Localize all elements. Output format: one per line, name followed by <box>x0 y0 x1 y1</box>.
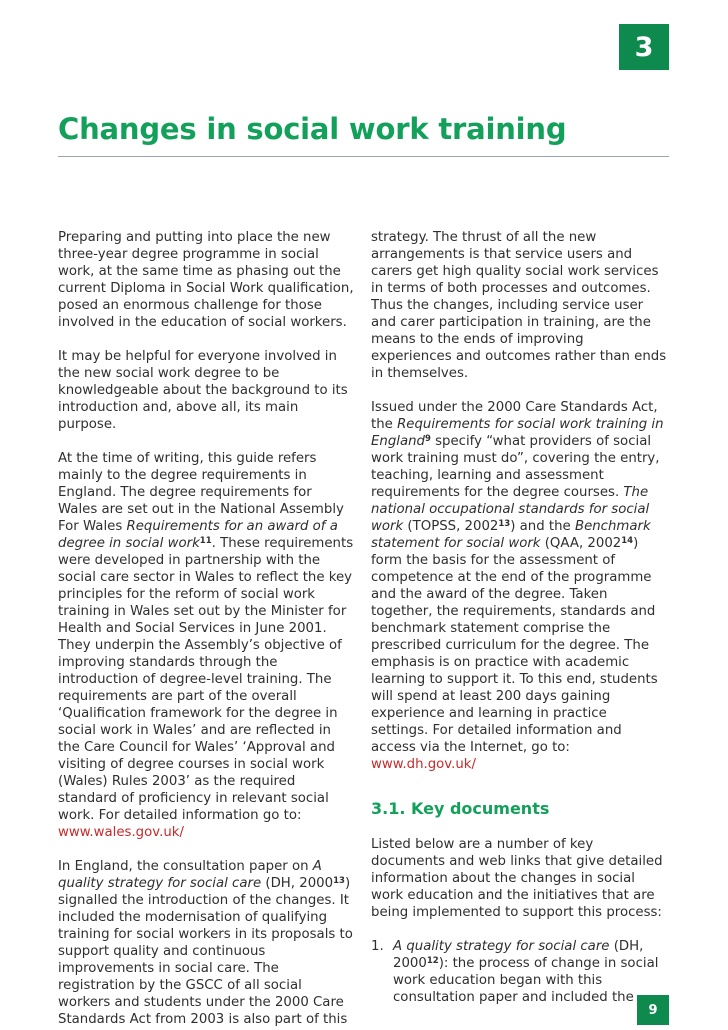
page-number: 9 <box>648 1002 658 1018</box>
citation-title: A quality strategy for social care <box>393 939 610 954</box>
title-divider <box>58 156 669 157</box>
text-run: (TOPSS, 2002 <box>403 519 499 534</box>
text-run: ) and the <box>510 519 575 534</box>
section-heading-key-documents: 3.1. Key documents <box>371 799 550 818</box>
chapter-number-badge <box>619 24 669 70</box>
list-item-text <box>393 938 667 1006</box>
numbered-list-item <box>371 938 667 1006</box>
footnote-ref: 11 <box>199 536 212 546</box>
text-run: ): the process of change in social work education began with this consultation paper and included the <box>393 956 659 1005</box>
left-column <box>58 229 354 1028</box>
page-number-badge <box>637 995 669 1025</box>
text-run: . These requirements were developed in partnership with the social care sector in Wales to reflect the key principles for the reform of social work training in Wales set out by the Minister for Health and Social Services in June 2001. They underpin the Assembly’s objective of improving standards through the introduction of degree-level training. The requirements are part of the overall ‘Qualification framework for the degree in social work in Wales’ and are reflected in the Care Council for Wales’ ‘Approval and visiting of degree courses in social work (Wales) Rules 2003’ as the required standard of proficiency in relevant social work. For detailed information go to: <box>58 536 354 823</box>
chapter-title: Changes in social work training <box>58 112 567 146</box>
citation-title: Requirements for an award of a degree in social work <box>58 519 338 551</box>
paragraph-england-consultation <box>58 858 354 1028</box>
text-run: Issued under the 2000 Care Standards Act, the <box>371 400 658 432</box>
text-run: ) form the basis for the assessment of competence at the end of the programme and the award of the degree. Taken together, the requirements, standards and benchmark statement comprise the prescribed curriculum for the degree. The emphasis is on practice with academic learning to support it. To this end, students will spend at least 200 days gaining experience and learning in practice settings. For detailed information and access via the Internet, go to: <box>371 536 658 755</box>
chapter-number: 3 <box>634 31 654 63</box>
right-column <box>371 229 667 1006</box>
paragraph-key-documents-intro: Listed below are a number of key documents and web links that give detailed information about the changes in social work education and the initiatives that are being implemented to support this process: <box>371 837 663 920</box>
paragraph-strategy: strategy. The thrust of all the new arrangements is that service users and carers get high quality social work services in terms of both processes and outcomes. Thus the changes, including service user and carer participation in training, are the means to the ends of improving experiences and outcomes rather than ends in themselves. <box>371 230 667 381</box>
paragraph-care-standards-act <box>371 399 667 773</box>
footnote-ref: 12 <box>426 956 439 966</box>
text-run: specify “what providers of social work training must do”, covering the entry, teaching, learning and assessment requirements for the degree courses. <box>371 434 660 500</box>
footnote-ref: 13 <box>498 519 511 529</box>
footnote-ref: 14 <box>621 536 634 546</box>
paragraph-background: It may be helpful for everyone involved in the new social work degree to be knowledgeable about the background to its introduction and, above all, its main purpose. <box>58 349 348 432</box>
text-run: (QAA, 2002 <box>540 536 622 551</box>
text-run: In England, the consultation paper on <box>58 859 313 874</box>
citation-title: The national occupational standards for social work <box>371 485 650 534</box>
citation-title: A quality strategy for social care <box>58 859 322 891</box>
text-run: (DH, 2000 <box>261 876 334 891</box>
text-run: ) signalled the introduction of the changes. It included the modernisation of qualifying training for social workers in its proposals to support quality and continuous improvements in social care. The registration by the GSCC of all social workers and students under the 2000 Care Standards Act from 2003 is also part of this <box>58 876 353 1027</box>
paragraph-intro: Preparing and putting into place the new three-year degree programme in social work, at the same time as phasing out the current Diploma in Social Work qualification, posed an enormous challenge for those involved in the education of social workers. <box>58 230 354 330</box>
text-run: (DH, 2000 <box>393 939 644 971</box>
footnote-ref: 13 <box>333 876 345 886</box>
citation-title: Benchmark statement for social work <box>371 519 651 551</box>
text-run: At the time of writing, this guide refers mainly to the degree requirements in England. The degree requirements for Wales are set out in the National Assembly For Wales <box>58 451 344 534</box>
dh-gov-link[interactable]: www.dh.gov.uk/ <box>371 757 476 772</box>
list-number: 1. <box>371 939 384 954</box>
citation-title: Requirements for social work training in England <box>371 417 664 449</box>
paragraph-wales-requirements <box>58 450 354 841</box>
footnote-ref: 9 <box>424 434 431 444</box>
wales-gov-link[interactable]: www.wales.gov.uk/ <box>58 825 184 840</box>
